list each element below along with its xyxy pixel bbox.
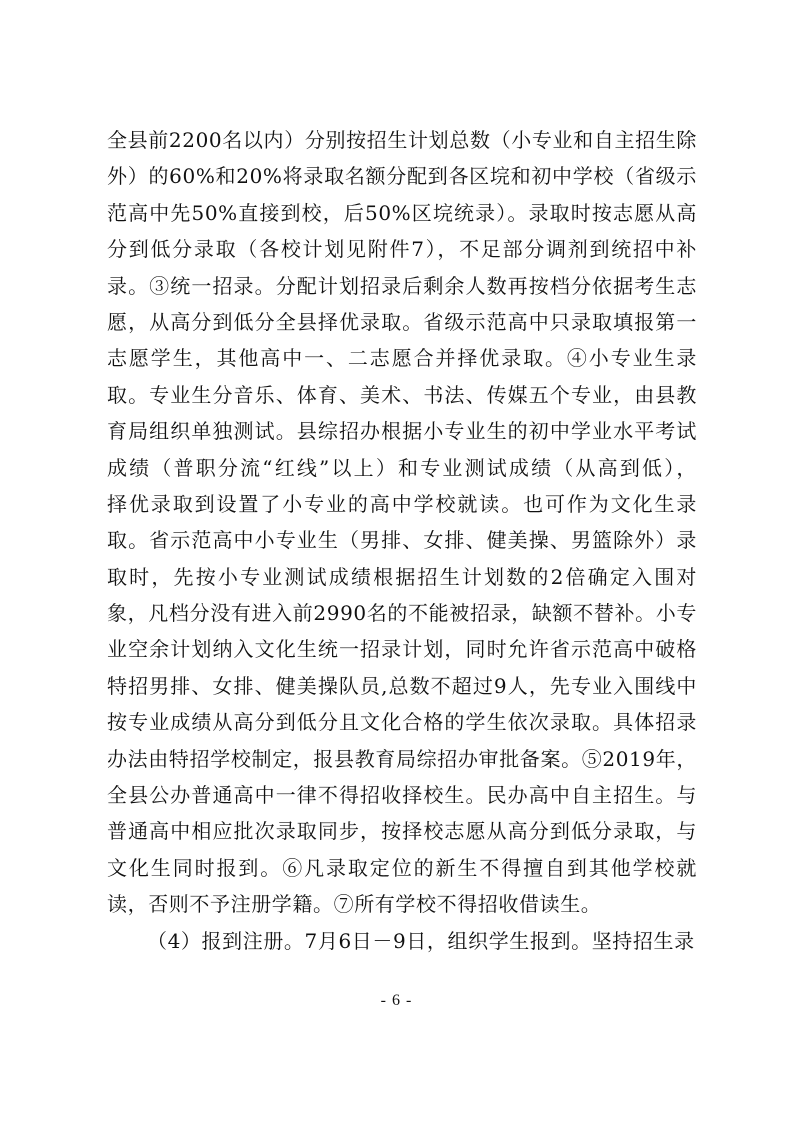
text-line: 分到低分录取（各校计划见附件7），不足部分调剂到统招中补 [107, 237, 697, 262]
text-line: 范高中先50%直接到校，后50%区垸统录）。录取时按志愿从高 [107, 200, 697, 225]
text-line: 取。省示范高中小专业生（男排、女排、健美操、男篮除外）录 [107, 528, 697, 553]
text-line: 象，凡档分没有进入前2990名的不能被招录，缺额不替补。小专 [107, 601, 697, 626]
text-line: 特招男排、女排、健美操队员,总数不超过9人，先专业入围线中 [107, 673, 697, 698]
text-line: 择优录取到设置了小专业的高中学校就读。也可作为文化生录 [107, 491, 697, 516]
text-line: 普通高中相应批次录取同步，按择校志愿从高分到低分录取，与 [107, 819, 697, 844]
text-line: 业空余计划纳入文化生统一招录计划，同时允许省示范高中破格 [107, 637, 697, 662]
text-line-section-heading: （4）报到注册。7月6日－9日，组织学生报到。坚持招生录 [147, 928, 695, 953]
text-line-paragraph-end: 读，否则不予注册学籍。⑦所有学校不得招收借读生。 [107, 892, 602, 917]
text-line: 文化生同时报到。⑥凡录取定位的新生不得擅自到其他学校就 [107, 855, 697, 880]
text-line: 录。③统一招录。分配计划招录后剩余人数再按档分依据考生志 [107, 273, 697, 298]
text-line: 成绩（普职分流“红线”以上）和专业测试成绩（从高到低）， [107, 455, 697, 480]
text-line: 取。专业生分音乐、体育、美术、书法、传媒五个专业，由县教 [107, 382, 697, 407]
text-line: 愿，从高分到低分全县择优录取。省级示范高中只录取填报第一 [107, 309, 697, 334]
text-line: 按专业成绩从高分到低分且文化合格的学生依次录取。具体招录 [107, 710, 697, 735]
text-line: 育局组织单独测试。县综招办根据小专业生的初中学业水平考试 [107, 419, 697, 444]
text-line: 志愿学生，其他高中一、二志愿合并择优录取。④小专业生录 [107, 346, 697, 371]
text-line: 全县前2200名以内）分别按招生计划总数（小专业和自主招生除 [107, 128, 697, 152]
page-number: - 6 - [380, 992, 413, 1009]
text-line: 办法由特招学校制定，报县教育局综招办审批备案。⑤2019年， [107, 746, 697, 771]
body-text [107, 122, 697, 959]
text-line: 全县公办普通高中一律不得招收择校生。民办高中自主招生。与 [107, 783, 697, 808]
text-line: 取时，先按小专业测试成绩根据招生计划数的2倍确定入围对 [107, 564, 697, 589]
text-line: 外）的60%和20%将录取名额分配到各区垸和初中学校（省级示 [107, 164, 697, 189]
